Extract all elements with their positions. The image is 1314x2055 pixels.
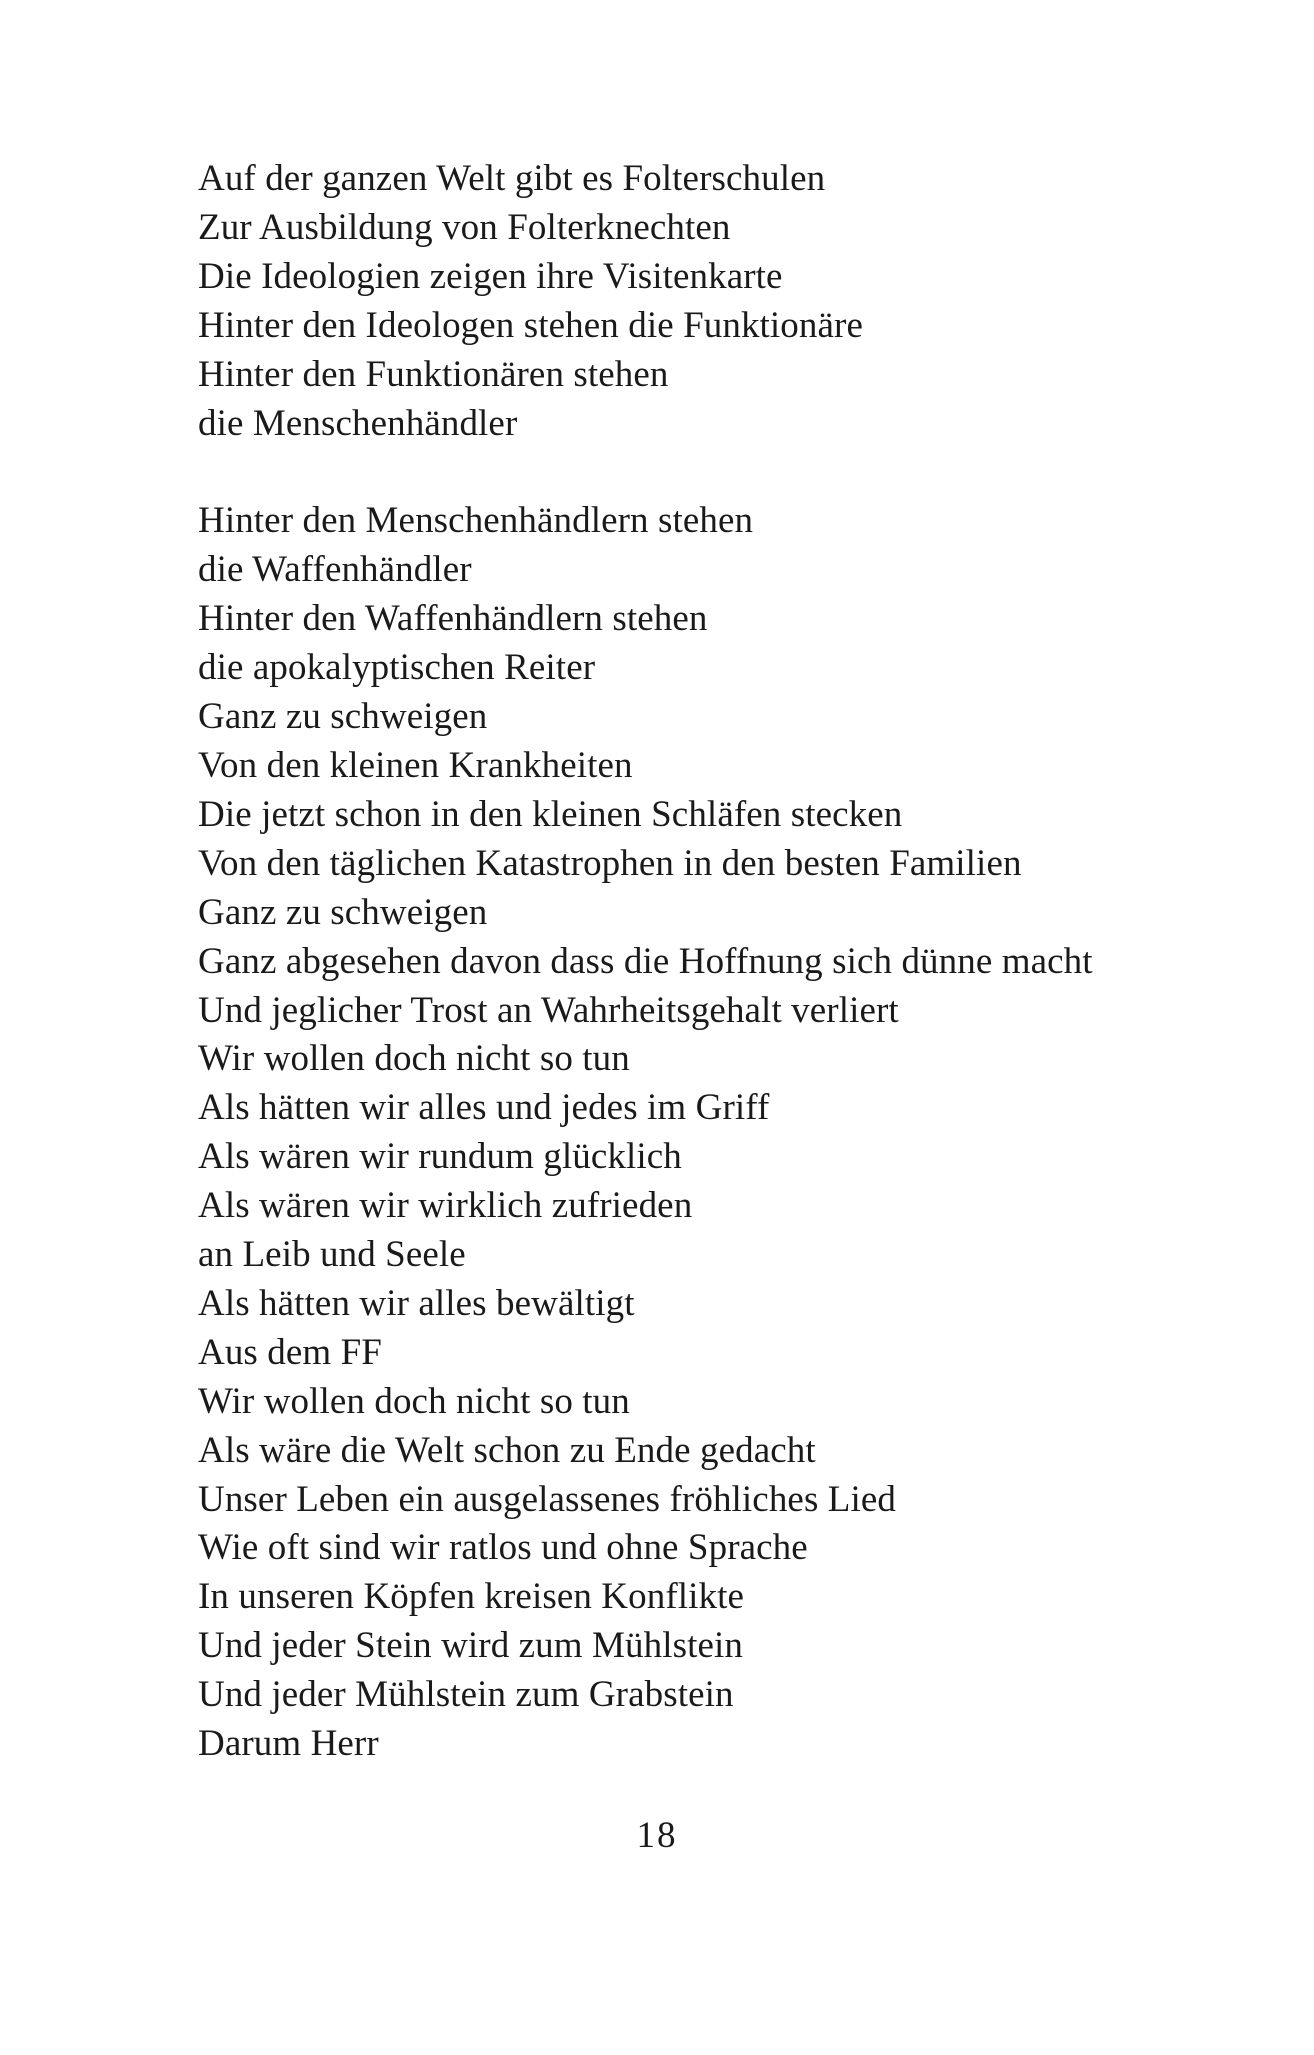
poem-line: Ganz abgesehen davon dass die Hoffnung sich dünne macht <box>198 940 1093 982</box>
poem-line: Als hätten wir alles und jedes im Griff <box>198 1087 770 1129</box>
poem-line: Als wären wir rundum glücklich <box>198 1136 682 1178</box>
poem-line: Und jeder Mühlstein zum Grabstein <box>198 1674 734 1716</box>
poem-line: Die Ideologien zeigen ihre Visitenkarte <box>198 255 783 297</box>
poem-line: Zur Ausbildung von Folterknechten <box>198 206 731 248</box>
stanza-1 <box>198 155 1198 448</box>
poem-line: Aus dem FF <box>198 1331 382 1373</box>
poem-line: Darum Herr <box>198 1723 379 1765</box>
poem-line: Wie oft sind wir ratlos und ohne Sprache <box>198 1527 808 1569</box>
poem-line: die apokalyptischen Reiter <box>198 647 596 689</box>
poem-line: Und jeder Stein wird zum Mühlstein <box>198 1625 743 1667</box>
poem-line: Ganz zu schweigen <box>198 696 488 738</box>
poem-line: die Waffenhändler <box>198 549 472 591</box>
poem-line: Als wären wir wirklich zufrieden <box>198 1185 693 1227</box>
poem-body <box>198 155 1198 1769</box>
poem-line: Auf der ganzen Welt gibt es Folterschulen <box>198 158 826 199</box>
poem-line: Ganz zu schweigen <box>198 891 488 933</box>
poem-line: Von den täglichen Katastrophen in den besten Familien <box>198 842 1022 884</box>
poem-line: Und jeglicher Trost an Wahrheitsgehalt verliert <box>198 989 899 1031</box>
poem-line: In unseren Köpfen kreisen Konflikte <box>198 1576 744 1618</box>
stanza-2 <box>198 497 1198 1769</box>
poem-line: Als wäre die Welt schon zu Ende gedacht <box>198 1429 816 1471</box>
poem-line: die Menschenhändler <box>198 402 518 444</box>
poem-line: Hinter den Menschenhändlern stehen <box>198 500 754 542</box>
poem-line: Die jetzt schon in den kleinen Schläfen stecken <box>198 793 903 835</box>
poem-line: an Leib und Seele <box>198 1234 466 1276</box>
poem-line: Als hätten wir alles bewältigt <box>198 1282 635 1324</box>
poem-line: Von den kleinen Krankheiten <box>198 744 633 786</box>
poem-line: Hinter den Funktionären stehen <box>198 353 669 395</box>
poem-line: Wir wollen doch nicht so tun <box>198 1038 630 1080</box>
poem-line: Hinter den Ideologen stehen die Funktionäre <box>198 304 863 346</box>
poem-line: Unser Leben ein ausgelassenes fröhliches Lied <box>198 1478 896 1520</box>
page-number: 18 <box>636 1815 678 1856</box>
poem-line: Hinter den Waffenhändlern stehen <box>198 598 708 640</box>
poem-line: Wir wollen doch nicht so tun <box>198 1380 630 1422</box>
